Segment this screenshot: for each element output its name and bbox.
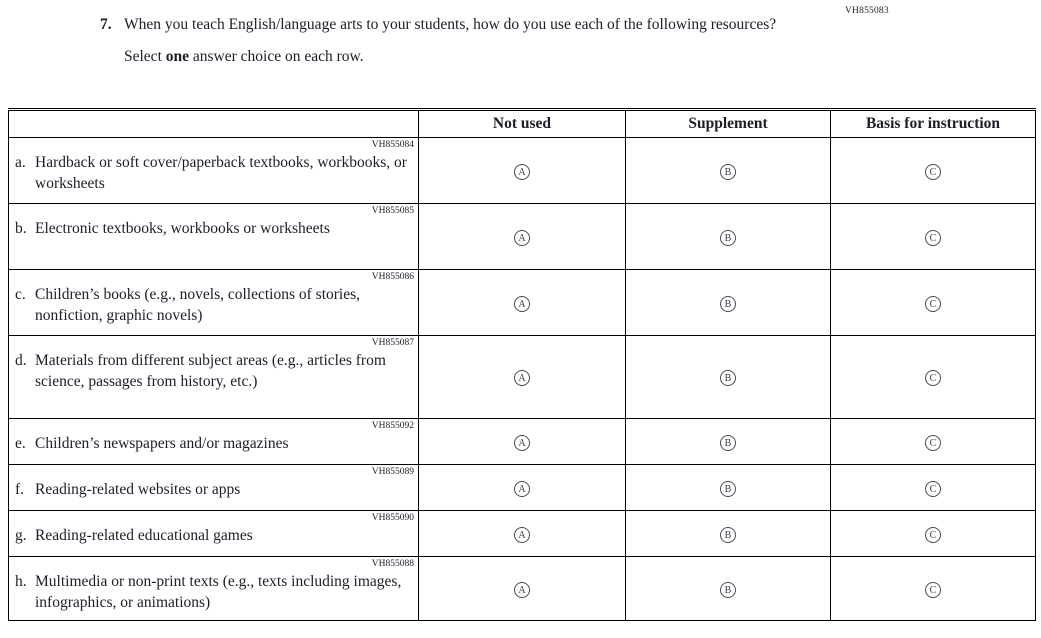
row-label-cell: [9, 465, 419, 511]
circled-a-radio[interactable]: A: [514, 370, 530, 386]
row-letter: c.: [15, 286, 26, 303]
circled-a-radio[interactable]: A: [514, 481, 530, 497]
row-text: Children’s newspapers and/or magazines: [35, 435, 289, 452]
circled-b-radio[interactable]: B: [720, 582, 736, 598]
row-label-cell: [9, 270, 419, 336]
row-label-cell: [9, 336, 419, 419]
circled-c-radio[interactable]: C: [925, 481, 941, 497]
circled-a-radio[interactable]: A: [514, 582, 530, 598]
option-supplement[interactable]: [626, 557, 831, 621]
matrix-table: [8, 108, 1036, 621]
circled-c-radio[interactable]: C: [925, 527, 941, 543]
row-item-code: VH855090: [371, 513, 414, 523]
column-header-not-used: Not used: [419, 110, 626, 138]
circled-b-radio[interactable]: B: [720, 370, 736, 386]
circled-c-radio[interactable]: C: [925, 296, 941, 312]
row-label-cell: [9, 419, 419, 465]
corner-cell: [9, 110, 419, 138]
row-text: Reading-related websites or apps: [35, 481, 241, 498]
option-not-used[interactable]: [419, 336, 626, 419]
option-basis[interactable]: [831, 204, 1036, 270]
column-header-supplement: Supplement: [626, 110, 831, 138]
page-item-code: VH855083: [845, 6, 889, 16]
row-text: Hardback or soft cover/paperback textbooks, workbooks, or worksheets: [35, 154, 407, 192]
option-basis[interactable]: [831, 557, 1036, 621]
option-supplement[interactable]: [626, 511, 831, 557]
option-not-used[interactable]: [419, 270, 626, 336]
table-row: [9, 204, 1036, 270]
row-letter: b.: [15, 220, 27, 237]
row-text: Children’s books (e.g., novels, collections of stories, nonfiction, graphic novels): [35, 286, 361, 324]
row-item-code: VH855087: [371, 338, 414, 348]
option-basis[interactable]: [831, 336, 1036, 419]
circled-b-radio[interactable]: B: [720, 481, 736, 497]
circled-c-radio[interactable]: C: [925, 370, 941, 386]
row-label-cell: [9, 511, 419, 557]
option-basis[interactable]: [831, 270, 1036, 336]
row-item-code: VH855088: [371, 559, 414, 569]
option-supplement[interactable]: [626, 336, 831, 419]
circled-a-radio[interactable]: A: [514, 527, 530, 543]
option-not-used[interactable]: [419, 511, 626, 557]
row-item-code: VH855089: [371, 467, 414, 477]
circled-b-radio[interactable]: B: [720, 230, 736, 246]
question-instruction: [124, 46, 790, 67]
row-text: Multimedia or non-print texts (e.g., texts including images, infographics, or animations): [35, 573, 402, 611]
table-row: [9, 270, 1036, 336]
row-text: Materials from different subject areas (e.g., articles from science, passages from history, etc.): [35, 352, 386, 390]
row-item-code: VH855085: [371, 206, 414, 216]
question-text: When you teach English/language arts to your students, how do you use each of the following resources?: [124, 16, 777, 33]
question-block: [100, 14, 790, 67]
option-not-used[interactable]: [419, 465, 626, 511]
circled-c-radio[interactable]: C: [925, 435, 941, 451]
row-label-cell: [9, 138, 419, 204]
circled-b-radio[interactable]: B: [720, 296, 736, 312]
option-not-used[interactable]: [419, 204, 626, 270]
instruction-pre: Select: [124, 48, 166, 65]
row-label-cell: [9, 204, 419, 270]
instruction-post: answer choice on each row.: [189, 48, 364, 65]
row-item-code: VH855084: [371, 140, 414, 150]
option-basis[interactable]: [831, 138, 1036, 204]
circled-b-radio[interactable]: B: [720, 435, 736, 451]
circled-a-radio[interactable]: A: [514, 230, 530, 246]
header-row: [9, 110, 1036, 138]
instruction-bold: one: [165, 48, 189, 65]
option-basis[interactable]: [831, 511, 1036, 557]
circled-b-radio[interactable]: B: [720, 527, 736, 543]
row-letter: a.: [15, 154, 26, 171]
row-text: Reading-related educational games: [35, 527, 253, 544]
row-letter: g.: [15, 527, 27, 544]
option-supplement[interactable]: [626, 138, 831, 204]
row-item-code: VH855086: [371, 272, 414, 282]
option-supplement[interactable]: [626, 204, 831, 270]
option-not-used[interactable]: [419, 419, 626, 465]
circled-a-radio[interactable]: A: [514, 164, 530, 180]
row-letter: f.: [15, 481, 25, 498]
circled-c-radio[interactable]: C: [925, 230, 941, 246]
option-not-used[interactable]: [419, 138, 626, 204]
row-label-cell: [9, 557, 419, 621]
table-row: [9, 511, 1036, 557]
row-letter: d.: [15, 352, 27, 369]
row-letter: e.: [15, 435, 26, 452]
row-text: Electronic textbooks, workbooks or worksheets: [35, 220, 330, 237]
column-header-basis: Basis for instruction: [831, 110, 1036, 138]
option-supplement[interactable]: [626, 270, 831, 336]
table-row: [9, 465, 1036, 511]
circled-b-radio[interactable]: B: [720, 164, 736, 180]
table-row: [9, 336, 1036, 419]
option-basis[interactable]: [831, 419, 1036, 465]
circled-c-radio[interactable]: C: [925, 582, 941, 598]
row-letter: h.: [15, 573, 27, 590]
option-basis[interactable]: [831, 465, 1036, 511]
option-supplement[interactable]: [626, 419, 831, 465]
row-item-code: VH855092: [371, 421, 414, 431]
table-row: [9, 138, 1036, 204]
circled-c-radio[interactable]: C: [925, 164, 941, 180]
circled-a-radio[interactable]: A: [514, 435, 530, 451]
matrix-table-wrap: [8, 108, 1035, 621]
circled-a-radio[interactable]: A: [514, 296, 530, 312]
option-not-used[interactable]: [419, 557, 626, 621]
table-row: [9, 557, 1036, 621]
table-row: [9, 419, 1036, 465]
option-supplement[interactable]: [626, 465, 831, 511]
question-number: 7.: [100, 16, 112, 33]
